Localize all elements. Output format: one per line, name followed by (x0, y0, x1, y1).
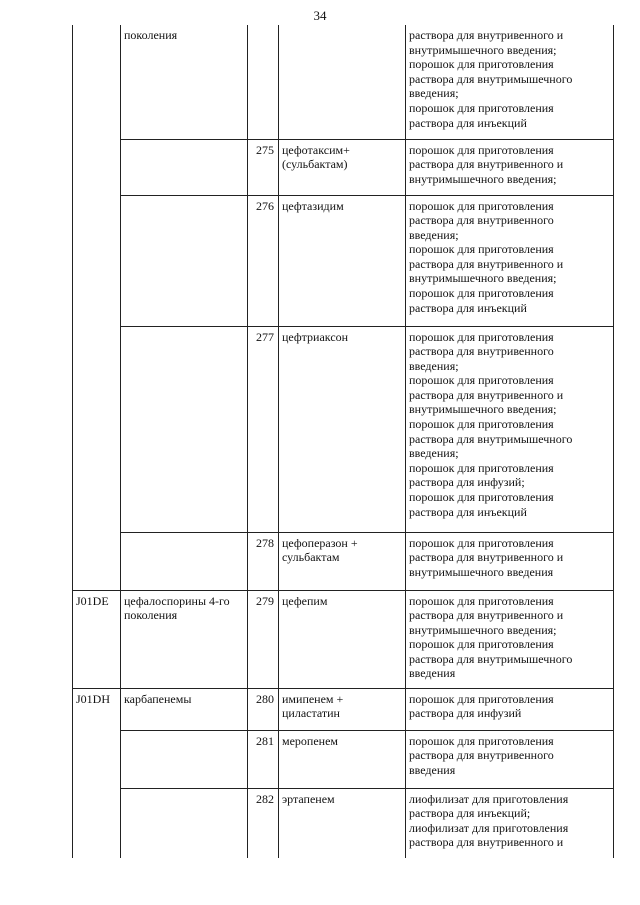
atc-code-cell (73, 730, 121, 788)
dosage-form-cell: порошок для приготовления раствора для внутривенного и внутримышечного введения (406, 532, 614, 590)
number-cell: 277 (248, 326, 279, 532)
drug-name-cell: цефтриаксон (279, 326, 406, 532)
table-row (73, 25, 614, 139)
drug-name-cell (279, 25, 406, 139)
group-cell: цефалоспорины 4-го поколения (121, 590, 248, 688)
table-row (73, 532, 614, 590)
atc-code-cell (73, 326, 121, 532)
group-cell (121, 195, 248, 326)
atc-code-cell (73, 25, 121, 139)
group-cell (121, 788, 248, 858)
group-cell (121, 532, 248, 590)
group-cell (121, 326, 248, 532)
dosage-form-cell: порошок для приготовления раствора для внутривенного и внутримышечного введения; (406, 139, 614, 195)
number-cell: 281 (248, 730, 279, 788)
drug-name-cell: меропенем (279, 730, 406, 788)
group-cell (121, 730, 248, 788)
atc-code-cell: J01DE (73, 590, 121, 688)
drug-name-cell: эртапенем (279, 788, 406, 858)
drug-name-cell: цефтазидим (279, 195, 406, 326)
table-row (73, 590, 614, 688)
table-row (73, 195, 614, 326)
atc-code-cell: J01DH (73, 688, 121, 730)
table-row (73, 730, 614, 788)
table-row (73, 326, 614, 532)
drug-name-cell: имипенем + циластатин (279, 688, 406, 730)
number-cell: 280 (248, 688, 279, 730)
number-cell (248, 25, 279, 139)
number-cell: 279 (248, 590, 279, 688)
table-row (73, 688, 614, 730)
dosage-form-cell: порошок для приготовления раствора для внутривенного введения; порошок для приготовления раствора для внутривенного и внутримышечного введения; порошок для приготовления раствора для инъекций (406, 195, 614, 326)
atc-code-cell (73, 788, 121, 858)
group-cell (121, 139, 248, 195)
dosage-form-cell: раствора для внутривенного и внутримышечного введения; порошок для приготовления раствора для внутримышечного введения; порошок для приготовления раствора для инъекций (406, 25, 614, 139)
group-cell: поколения (121, 25, 248, 139)
dosage-form-cell: порошок для приготовления раствора для инфузий (406, 688, 614, 730)
atc-code-cell (73, 532, 121, 590)
dosage-form-cell: порошок для приготовления раствора для внутривенного введения; порошок для приготовления раствора для внутривенного и внутримышечного введения; порошок для приготовления раствора для внутримышечного введения; порошок для приготовления раствора для инфузий; порошок для приготовления раствора для инъекций (406, 326, 614, 532)
number-cell: 276 (248, 195, 279, 326)
number-cell: 278 (248, 532, 279, 590)
atc-code-cell (73, 195, 121, 326)
drug-name-cell: цефоперазон + сульбактам (279, 532, 406, 590)
drug-list-table (72, 25, 614, 858)
page-number: 34 (313, 8, 327, 23)
dosage-form-cell: порошок для приготовления раствора для внутривенного и внутримышечного введения; порошок для приготовления раствора для внутримышечного введения (406, 590, 614, 688)
atc-code-cell (73, 139, 121, 195)
number-cell: 275 (248, 139, 279, 195)
dosage-form-cell: порошок для приготовления раствора для внутривенного введения (406, 730, 614, 788)
drug-name-cell: цефотаксим+ (сульбактам) (279, 139, 406, 195)
number-cell: 282 (248, 788, 279, 858)
group-cell: карбапенемы (121, 688, 248, 730)
table-row (73, 139, 614, 195)
drug-name-cell: цефепим (279, 590, 406, 688)
dosage-form-cell: лиофилизат для приготовления раствора для инъекций; лиофилизат для приготовления раствора для внутривенного и (406, 788, 614, 858)
table-row (73, 788, 614, 858)
